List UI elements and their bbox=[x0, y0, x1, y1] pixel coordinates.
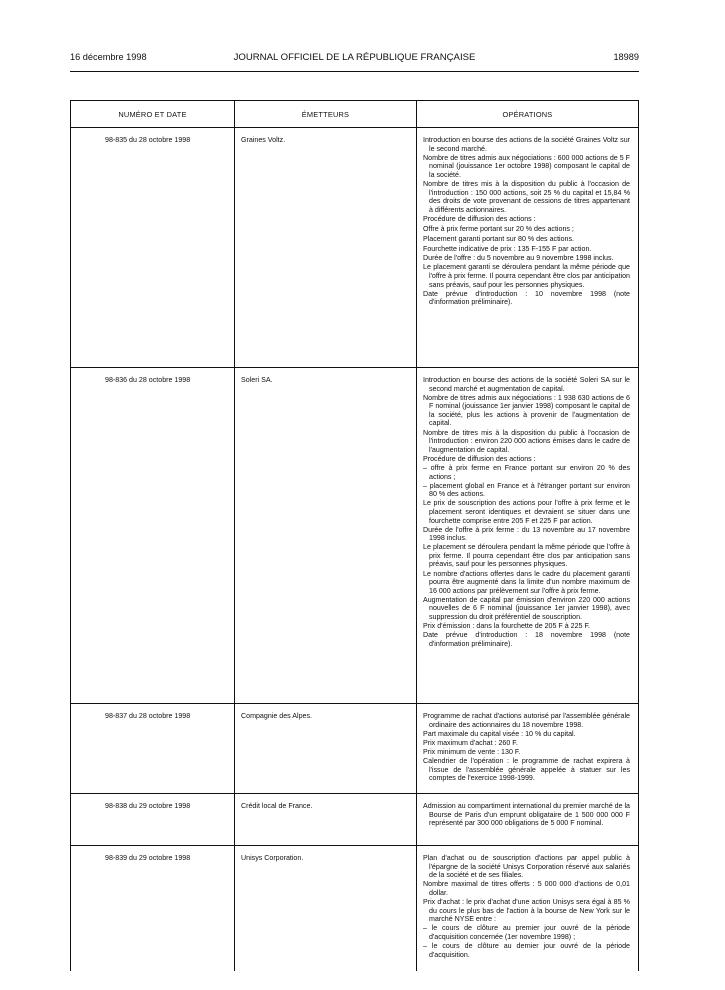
table-header-row bbox=[71, 101, 639, 128]
column-header-operations: OPÉRATIONS bbox=[417, 101, 639, 128]
table-row bbox=[71, 128, 639, 368]
operation-line: Nombre de titres admis aux négociations : 600 000 actions de 5 F nominal (jouissance 1er octobre 1998) composant le capital de la société. bbox=[423, 153, 630, 179]
operation-line: Durée de l'offre : du 5 novembre au 9 novembre 1998 inclus. bbox=[423, 254, 614, 263]
row-numero: 98-837 du 28 octobre 1998 bbox=[71, 704, 235, 794]
journal-title: JOURNAL OFFICIEL DE LA RÉPUBLIQUE FRANÇAISE bbox=[233, 52, 476, 63]
row-operations bbox=[417, 846, 639, 971]
operation-line: Procédure de diffusion des actions : bbox=[423, 454, 536, 463]
operation-line: – placement global en France et à l'étranger portant sur environ 80 % des actions. bbox=[423, 481, 630, 499]
operation-line: Le prix de souscription des actions pour l'offre à prix ferme et le placement seront identiques et devraient se situer dans une fourchette comprise entre 205 F et 225 F par action. bbox=[423, 499, 630, 525]
table-row bbox=[71, 794, 639, 846]
operation-line: Introduction en bourse des actions de la société Soleri SA sur le second marché et augmentation de capital. bbox=[423, 376, 630, 393]
operation-line: Part maximale du capital visée : 10 % du capital. bbox=[423, 729, 576, 738]
operation-line: – le cours de clôture au premier jour ouvré de la période d'acquisition concernée (1er novembre 1998) ; bbox=[423, 924, 630, 941]
table-row bbox=[71, 846, 639, 971]
operation-line: Augmentation de capital par émission d'environ 220 000 actions nouvelles de 6 F nominal (jouissance 1er janvier 1998), avec suppression du droit préférentiel de souscription. bbox=[423, 595, 630, 622]
operation-line: Admission au compartiment international du premier marché de la Bourse de Paris d'un emprunt obligataire de 1 500 000 000 F représenté par 300 000 obligations de 5 000 F nominal. bbox=[423, 802, 631, 828]
operation-line: Procédure de diffusion des actions : bbox=[423, 214, 536, 223]
operation-line: Prix d'achat : le prix d'achat d'une action Unisys sera égal à 85 % du cours le plus bas de l'action à la bourse de New York sur le marché NYSE entre : bbox=[423, 897, 630, 924]
operation-line: Durée de l'offre à prix ferme : du 13 novembre au 17 novembre 1998 inclus. bbox=[423, 525, 630, 543]
row-numero: 98-839 du 29 octobre 1998 bbox=[71, 846, 235, 971]
operation-line: Nombre de titres mis à la disposition du public à l'occasion de l'introduction : 150 000 actions, soit 25 % du capital et 15,84 % des droits de vote provenant de cessions de titres appartenant à différents actionnaires. bbox=[423, 179, 630, 214]
operation-line: Offre à prix ferme portant sur 20 % des actions ; bbox=[423, 225, 574, 234]
operation-line: – offre à prix ferme en France portant sur environ 20 % des actions ; bbox=[423, 463, 630, 481]
operation-line: Introduction en bourse des actions de la société Graines Voltz sur le second marché. bbox=[423, 136, 630, 153]
issue-date: 16 décembre 1998 bbox=[70, 52, 147, 62]
operation-line: Le placement se déroulera pendant la même période que l'offre à prix ferme. Il pourra cependant être clos par anticipation sans préavis, sauf pour les personnes physiques. bbox=[423, 543, 630, 569]
row-emetteur: Graines Voltz. bbox=[235, 128, 417, 368]
row-emetteur: Compagnie des Alpes. bbox=[235, 704, 417, 794]
operation-line: Nombre de titres mis à la disposition du public à l'occasion de l'introduction : environ 220 000 actions émises dans le cadre de l'augmentation de capital. bbox=[423, 428, 630, 454]
table-row bbox=[71, 704, 639, 794]
operation-line: Fourchette indicative de prix : 135 F-155 F par action. bbox=[423, 245, 592, 254]
row-operations bbox=[417, 368, 639, 704]
page-header bbox=[70, 52, 639, 66]
page-number: 18989 bbox=[613, 52, 639, 62]
operation-line: Prix minimum de vente : 130 F. bbox=[423, 747, 521, 756]
row-numero: 98-838 du 29 octobre 1998 bbox=[71, 794, 235, 846]
row-operations bbox=[417, 128, 639, 368]
column-header-emetteurs: ÉMETTEURS bbox=[235, 101, 417, 128]
operation-line: Le placement garanti se déroulera pendant la même période que l'offre à prix ferme. Il pourra cependant être clos par anticipation sans préavis, sauf pour les personnes physiques. bbox=[423, 263, 630, 289]
operation-line: Plan d'achat ou de souscription d'actions par appel public à l'épargne de la société Unisys Corporation réservé aux salariés de la société et de ses filiales. bbox=[423, 854, 630, 880]
operations-table bbox=[70, 100, 639, 971]
operation-line: – le cours de clôture au dernier jour ouvré de la période d'acquisition. bbox=[423, 941, 630, 959]
column-header-numero: NUMÉRO ET DATE bbox=[71, 101, 235, 128]
operation-line: Prix maximum d'achat : 260 F. bbox=[423, 738, 518, 747]
operation-line: Nombre maximal de titres offerts : 5 000 000 d'actions de 0,01 dollar. bbox=[423, 880, 630, 897]
operation-line: Le nombre d'actions offertes dans le cadre du placement garanti pourra être augmenté dans la limite d'un nombre maximum de 16 000 actions par prélèvement sur l'offre à prix ferme. bbox=[423, 569, 630, 595]
row-emetteur: Unisys Corporation. bbox=[235, 846, 417, 971]
operation-line: Nombre de titres admis aux négociations : 1 938 630 actions de 6 F nominal (jouissance 1er janvier 1998) composant le capital de la société, plus les actions à provenir de l'augmentation de capital. bbox=[423, 393, 630, 428]
operation-line: Programme de rachat d'actions autorisé par l'assemblée générale ordinaire des actionnaires du 18 novembre 1998. bbox=[423, 712, 630, 729]
operation-line: Date prévue d'introduction : 10 novembre 1998 (note d'information préliminaire). bbox=[423, 289, 630, 307]
header-rule bbox=[70, 71, 639, 72]
operation-line: Prix d'émission : dans la fourchette de 205 F à 225 F. bbox=[423, 622, 590, 631]
table-row bbox=[71, 368, 639, 704]
row-operations bbox=[417, 794, 639, 846]
row-emetteur: Crédit local de France. bbox=[235, 794, 417, 846]
operation-line: Date prévue d'introduction : 18 novembre 1998 (note d'information préliminaire). bbox=[423, 631, 630, 648]
operation-line: Calendrier de l'opération : le programme de rachat expirera à l'issue de l'assemblée générale appelée à statuer sur les comptes de l'exercice 1998-1999. bbox=[423, 756, 630, 783]
row-numero: 98-836 du 28 octobre 1998 bbox=[71, 368, 235, 704]
operation-line: Placement garanti portant sur 80 % des actions. bbox=[423, 234, 575, 243]
row-emetteur: Soleri SA. bbox=[235, 368, 417, 704]
row-operations bbox=[417, 704, 639, 794]
row-numero: 98-835 du 28 octobre 1998 bbox=[71, 128, 235, 368]
